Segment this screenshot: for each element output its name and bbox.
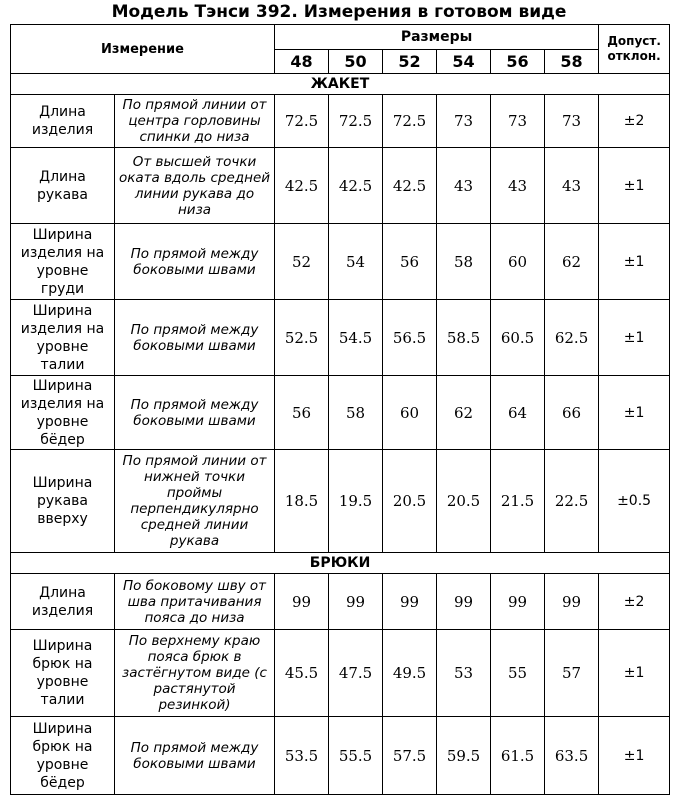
section-title: ЖАКЕТ [11,74,670,95]
tolerance-value: ±1 [599,630,670,717]
size-header: 54 [437,50,491,74]
size-header: 52 [383,50,437,74]
size-value: 57 [545,630,599,717]
tolerance-value: ±1 [599,717,670,795]
size-value: 22.5 [545,450,599,553]
size-value: 49.5 [383,630,437,717]
measurement-name: Ширина изделия на уровне талии [11,300,115,376]
size-value: 99 [383,574,437,630]
size-value: 20.5 [437,450,491,553]
size-value: 63.5 [545,717,599,795]
table-row [11,574,670,630]
size-value: 60 [491,224,545,300]
table-row [11,450,670,553]
measurement-name: Ширина брюк на уровне бёдер [11,717,115,795]
size-header: 48 [275,50,329,74]
size-value: 73 [491,95,545,148]
size-header: 50 [329,50,383,74]
measurement-method: От высшей точки оката вдоль средней линии рукава до низа [115,148,275,224]
size-value: 61.5 [491,717,545,795]
size-value: 62 [545,224,599,300]
size-value: 43 [491,148,545,224]
measurement-method: По прямой между боковыми швами [115,376,275,450]
size-value: 99 [329,574,383,630]
measurement-name: Ширина брюк на уровне талии [11,630,115,717]
size-value: 64 [491,376,545,450]
section-title: БРЮКИ [11,553,670,574]
size-value: 58.5 [437,300,491,376]
size-value: 59.5 [437,717,491,795]
size-value: 43 [545,148,599,224]
size-value: 56.5 [383,300,437,376]
measurement-method: По боковому шву от шва притачивания пояса до низа [115,574,275,630]
measurement-name: Длина рукава [11,148,115,224]
size-value: 56 [275,376,329,450]
size-value: 99 [545,574,599,630]
size-value: 20.5 [383,450,437,553]
table-row [11,717,670,795]
size-value: 53 [437,630,491,717]
size-value: 99 [275,574,329,630]
measurement-method: По верхнему краю пояса брюк в застёгнутом виде (с растянутой резинкой) [115,630,275,717]
size-value: 99 [491,574,545,630]
size-value: 62.5 [545,300,599,376]
tolerance-value: ±1 [599,376,670,450]
size-header: 56 [491,50,545,74]
table-header [11,25,670,74]
size-value: 21.5 [491,450,545,553]
tolerance-value: ±1 [599,300,670,376]
size-value: 18.5 [275,450,329,553]
size-value: 60 [383,376,437,450]
tolerance-value: ±2 [599,95,670,148]
size-value: 56 [383,224,437,300]
size-value: 52 [275,224,329,300]
size-value: 52.5 [275,300,329,376]
size-value: 55.5 [329,717,383,795]
size-value: 58 [329,376,383,450]
measurement-method: По прямой между боковыми швами [115,717,275,795]
measurement-method: По прямой между боковыми швами [115,224,275,300]
size-value: 60.5 [491,300,545,376]
measurement-method: По прямой линии от нижней точки проймы перпендикулярно средней линии рукава [115,450,275,553]
size-value: 54.5 [329,300,383,376]
size-value: 53.5 [275,717,329,795]
measurement-name: Длина изделия [11,574,115,630]
measurement-name: Ширина рукава вверху [11,450,115,553]
measurement-method: По прямой между боковыми швами [115,300,275,376]
size-value: 72.5 [329,95,383,148]
size-value: 47.5 [329,630,383,717]
table-body [11,74,670,795]
size-value: 62 [437,376,491,450]
tolerance-value: ±1 [599,224,670,300]
tolerance-value: ±2 [599,574,670,630]
size-value: 66 [545,376,599,450]
table-row [11,95,670,148]
size-value: 19.5 [329,450,383,553]
sizes-header: Размеры [275,25,599,50]
size-value: 72.5 [383,95,437,148]
tolerance-value: ±0.5 [599,450,670,553]
size-value: 45.5 [275,630,329,717]
measurements-table [10,24,670,795]
tolerance-value: ±1 [599,148,670,224]
size-value: 55 [491,630,545,717]
size-value: 73 [545,95,599,148]
table-row [11,630,670,717]
size-value: 72.5 [275,95,329,148]
page-title: Модель Тэнси 392. Измерения в готовом виде [111,2,567,22]
size-value: 99 [437,574,491,630]
section-row [11,74,670,95]
section-row [11,553,670,574]
table-row [11,224,670,300]
measurement-name: Длина изделия [11,95,115,148]
measurement-header: Измерение [11,25,275,74]
size-value: 42.5 [329,148,383,224]
size-value: 54 [329,224,383,300]
measurement-name: Ширина изделия на уровне груди [11,224,115,300]
size-value: 58 [437,224,491,300]
measurement-method: По прямой линии от центра горловины спинки до низа [115,95,275,148]
size-header: 58 [545,50,599,74]
size-value: 42.5 [383,148,437,224]
size-value: 57.5 [383,717,437,795]
table-row [11,300,670,376]
size-value: 43 [437,148,491,224]
table-row [11,148,670,224]
tolerance-header: Допуст. отклон. [599,25,670,74]
size-value: 73 [437,95,491,148]
table-row [11,376,670,450]
measurement-name: Ширина изделия на уровне бёдер [11,376,115,450]
size-value: 42.5 [275,148,329,224]
